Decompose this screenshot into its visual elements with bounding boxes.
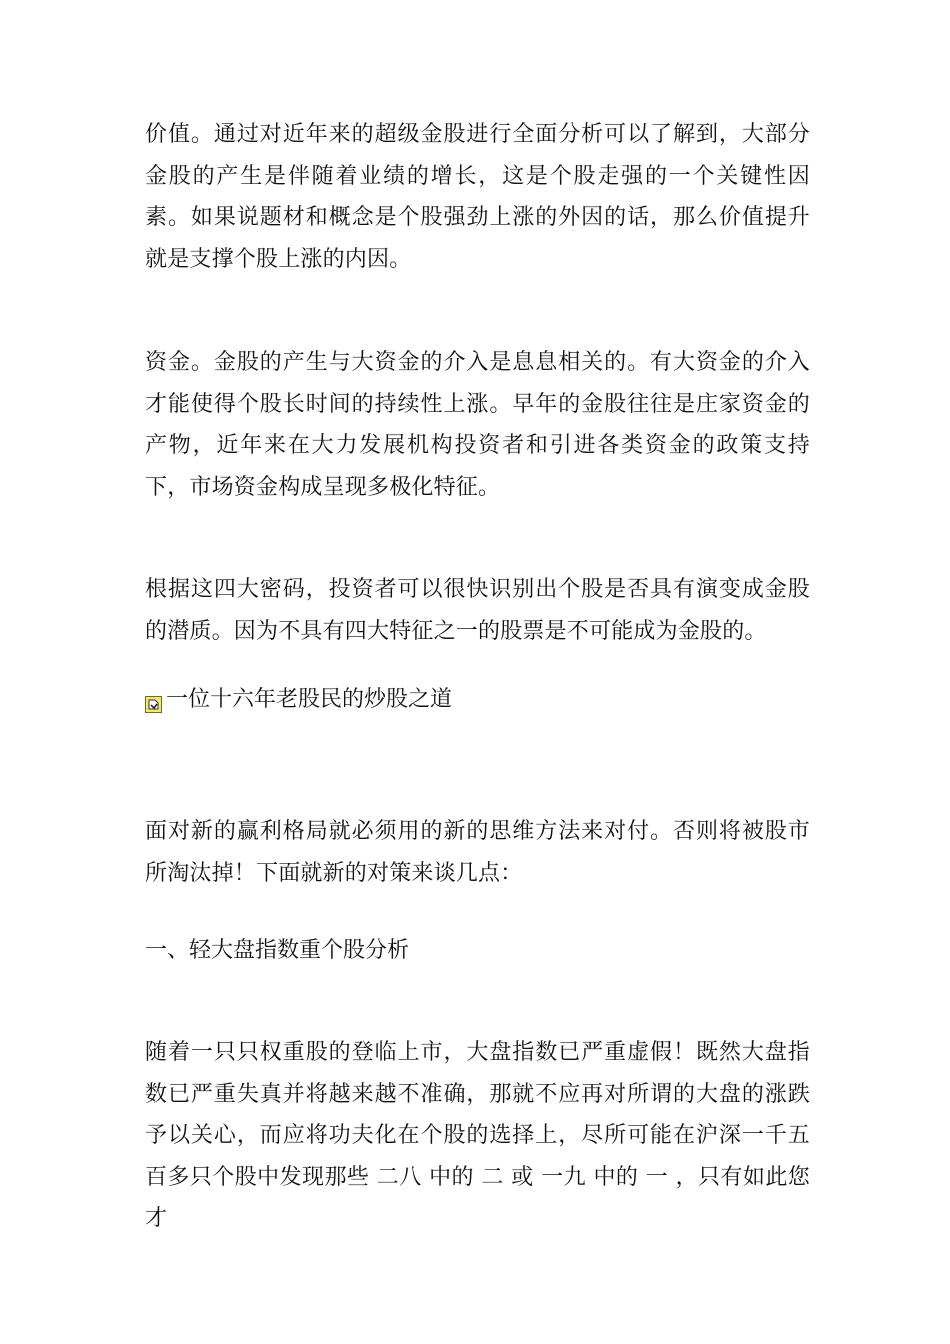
paragraph-value: 价值。通过对近年来的超级金股进行全面分析可以了解到，大部分金股的产生是伴随着业绩的增长，这是个股走强的一个关键性因素。如果说题材和概念是个股强劲上涨的外因的话，那么价值提升就是支撑个股上涨的内因。 xyxy=(145,122,810,272)
paragraph-point1-body: 随着一只只权重股的登临上市，大盘指数已严重虚假！既然大盘指数已严重失真并将越来越不准确，那就不应再对所谓的大盘的涨跌予以关心，而应将功夫化在个股的选择上，尽所可能在沪深一千五百多只个股中发现那些 二八 中的 二 或 一九 中的 一 ，只有如此您才 xyxy=(145,1040,810,1231)
point1-heading xyxy=(145,936,409,966)
document-link-icon xyxy=(145,692,162,709)
article-title-text: 一位十六年老股民的炒股之道 xyxy=(166,687,453,712)
paragraph-intro: 面对新的赢利格局就必须用的新的思维方法来对付。否则将被股市所淘汰掉！下面就新的对策来谈几点： xyxy=(145,819,810,886)
paragraph-capital: 资金。金股的产生与大资金的介入是息息相关的。有大资金的介入才能使得个股长时间的持续性上涨。早年的金股往往是庄家资金的产物，近年来在大力发展机构投资者和引进各类资金的政策支持下，市场资金构成呈现多极化特征。 xyxy=(145,350,810,500)
paragraph-codes: 根据这四大密码，投资者可以很快识别出个股是否具有演变成金股的潜质。因为不具有四大特征之一的股票是不可能成为金股的。 xyxy=(145,577,810,644)
article-title-heading xyxy=(145,685,452,715)
point1-title-text: 一、轻大盘指数重个股分析 xyxy=(145,938,410,963)
